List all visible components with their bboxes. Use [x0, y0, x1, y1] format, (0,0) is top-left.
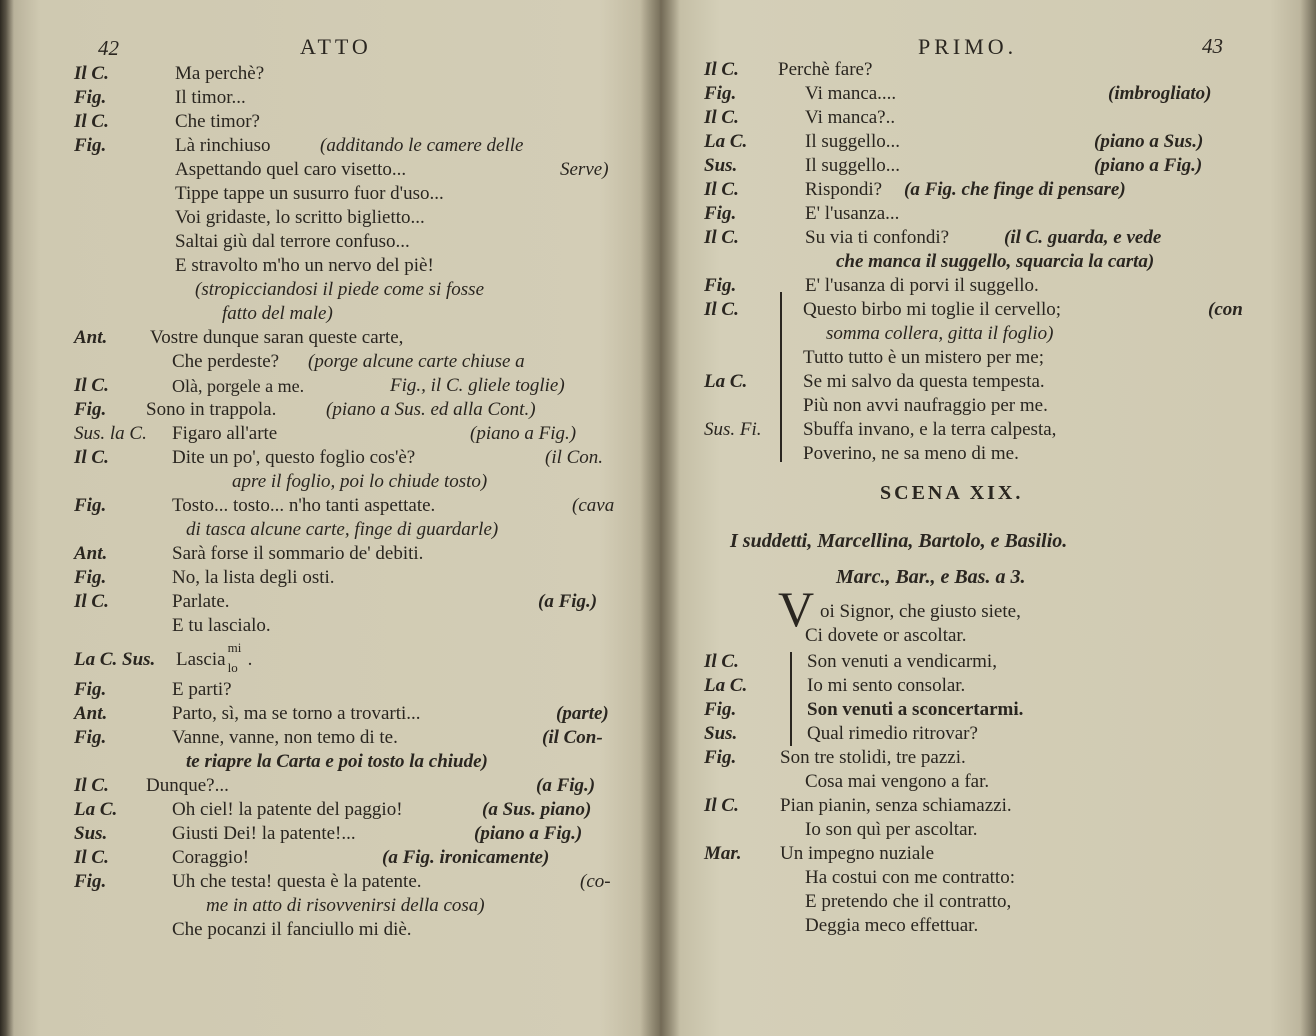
stage-direction: (a Fig. che finge di pensare): [904, 179, 1126, 200]
line-text: E stravolto m'ho un nervo del piè!: [175, 255, 434, 276]
line-text: Ma perchè?: [175, 63, 265, 84]
stage-direction: (a Fig.): [536, 775, 596, 796]
line-text: Sarà forse il sommario de' debiti.: [172, 543, 424, 564]
line-text: Vi manca....: [805, 83, 897, 104]
speaker: Fig.: [704, 747, 737, 768]
line-text-main: Lascia: [176, 649, 226, 670]
bracket: [790, 652, 792, 746]
speaker: Il C.: [74, 775, 109, 796]
running-header: ATTO: [300, 34, 372, 59]
line-text: oi Signor, che giusto siete,: [820, 601, 1021, 622]
line-text: Parto, sì, ma se torno a trovarti...: [172, 703, 421, 724]
speaker: Sus.: [704, 723, 738, 744]
line-text: Io son quì per ascoltar.: [805, 819, 978, 840]
line-text: Oh ciel! la patente del paggio!: [172, 799, 403, 820]
speaker: La C.: [704, 675, 748, 696]
speaker: Il C.: [74, 847, 109, 868]
stage-direction: (piano a Fig.): [470, 423, 577, 444]
speaker: La C.: [74, 799, 118, 820]
line-text: Perchè fare?: [778, 59, 873, 80]
line-text: Più non avvi naufraggio per me.: [803, 395, 1048, 416]
line-text: Su via ti confondi?: [805, 227, 950, 248]
line-text: Dunque?...: [146, 775, 229, 796]
stage-direction: (il C. guarda, e vede: [1004, 227, 1162, 248]
line-text: Dite un po', questo foglio cos'è?: [172, 447, 416, 468]
line-text: No, la lista degli osti.: [172, 567, 335, 588]
line-text: Che timor?: [175, 111, 260, 132]
speaker: Sus.: [704, 155, 738, 176]
speaker: Il C.: [74, 375, 109, 396]
speaker: Ant.: [74, 703, 108, 724]
line-text: Saltai giù dal terrore confuso...: [175, 231, 410, 252]
subscript: lo: [227, 660, 238, 675]
speaker: Ant.: [74, 327, 108, 348]
stage-direction: (con: [1208, 299, 1243, 320]
stage-direction: (a Fig.): [538, 591, 598, 612]
line-text: Tutto tutto è un mistero per me;: [803, 347, 1045, 368]
speaker: Fig.: [74, 727, 107, 748]
line-text: E tu lascialo.: [172, 615, 271, 636]
stage-direction: (piano a Sus. ed alla Cont.): [326, 399, 536, 420]
line-text: Vostre dunque saran queste carte,: [150, 327, 404, 348]
line-text: Aspettando quel caro visetto...: [175, 159, 407, 180]
scene-characters: I suddetti, Marcellina, Bartolo, e Basilio.: [730, 530, 1068, 552]
line-text: Vanne, vanne, non temo di te.: [172, 727, 398, 748]
stage-direction: (piano a Fig.): [1094, 155, 1203, 176]
line-text: [176, 640, 253, 675]
speaker: Sus. Fi.: [704, 419, 762, 440]
stage-direction: (a Sus. piano): [482, 799, 592, 820]
left-page: [0, 0, 650, 1036]
line-end: .: [247, 649, 253, 670]
line-text: Son venuti a vendicarmi,: [807, 651, 997, 672]
stage-direction: (porge alcune carte chiuse a: [308, 351, 525, 372]
line-text: Olà, porgele a me.: [172, 376, 305, 396]
line-text: Io mi sento consolar.: [807, 675, 966, 696]
speaker: Fig.: [74, 135, 107, 156]
speaker: Fig.: [74, 495, 107, 516]
line-text: Giusti Dei! la patente!...: [172, 823, 356, 844]
stage-direction: (co-: [580, 871, 611, 892]
speaker: Fig.: [74, 87, 107, 108]
line-text: Poverino, ne sa meno di me.: [803, 443, 1019, 464]
stage-direction: che manca il suggello, squarcia la carta): [836, 251, 1155, 272]
speaker: Sus. la C.: [74, 423, 147, 444]
speaker: Il C.: [74, 591, 109, 612]
stage-direction: (imbrogliato): [1108, 83, 1212, 104]
page-number: 42: [98, 36, 119, 60]
line-text: Ci dovete or ascoltar.: [805, 625, 967, 646]
line-text: E pretendo che il contratto,: [805, 891, 1012, 912]
stage-direction: (a Fig. ironicamente): [382, 847, 550, 868]
line-text: Là rinchiuso: [175, 135, 271, 156]
line-text: Voi gridaste, lo scritto biglietto...: [175, 207, 425, 228]
speaker: Fig.: [74, 871, 107, 892]
stage-direction: me in atto di risovvenirsi della cosa): [206, 895, 485, 916]
line-text: E' l'usanza...: [805, 203, 900, 224]
speaker: Il C.: [704, 59, 739, 80]
line-text: Tosto... tosto... n'ho tanti aspettate.: [172, 495, 436, 516]
speaker: La C.: [704, 131, 748, 152]
stage-direction: (il Con.: [545, 447, 604, 468]
line-text: Figaro all'arte: [172, 423, 278, 444]
stage-direction: (il Con-: [542, 727, 603, 748]
voices: Marc., Bar., e Bas. a 3.: [836, 566, 1026, 588]
stage-direction: di tasca alcune carte, finge di guardarle): [186, 519, 499, 540]
speaker: Il C.: [74, 111, 109, 132]
stage-direction: Serve): [560, 159, 609, 180]
line-text: Sono in trappola.: [146, 399, 277, 420]
speaker: Mar.: [704, 843, 742, 864]
speaker: Il C.: [704, 651, 739, 672]
speaker: Fig.: [74, 399, 107, 420]
speaker: Fig.: [74, 679, 107, 700]
speaker: Il C.: [704, 107, 739, 128]
stage-direction: somma collera, gitta il foglio): [826, 323, 1054, 344]
stage-direction: (stropicciandosi il piede come si fosse: [195, 279, 484, 300]
line-text: Che pocanzi il fanciullo mi diè.: [172, 919, 412, 940]
speaker: Fig.: [704, 83, 737, 104]
line-text: Deggia meco effettuar.: [805, 915, 979, 936]
speaker: Il C.: [704, 179, 739, 200]
line-text: Che perdeste?: [172, 351, 280, 372]
line-text: Son venuti a sconcertarmi.: [807, 699, 1024, 720]
line-text: Cosa mai vengono a far.: [805, 771, 990, 792]
line-text: Pian pianin, senza schiamazzi.: [780, 795, 1012, 816]
line-text: Sbuffa invano, e la terra calpesta,: [803, 419, 1057, 440]
stage-direction: (parte): [556, 703, 609, 724]
right-page: [660, 0, 1316, 1036]
line-text: Coraggio!: [172, 847, 250, 868]
stage-direction: fatto del male): [222, 303, 333, 324]
speaker: Fig.: [704, 203, 737, 224]
line-text: Questo birbo mi toglie il cervello;: [803, 299, 1062, 320]
scene-title: SCENA XIX.: [880, 482, 1024, 504]
line-text: Rispondi?: [805, 179, 883, 200]
line-text: Il suggello...: [805, 155, 900, 176]
bracket: [780, 292, 782, 462]
line-text: Vi manca?..: [805, 107, 896, 128]
speaker: Il C.: [74, 63, 109, 84]
speaker: La C.: [704, 371, 748, 392]
line-text: Un impegno nuziale: [780, 843, 935, 864]
line-text: Son tre stolidi, tre pazzi.: [780, 747, 966, 768]
speaker: Il C.: [704, 299, 739, 320]
running-header: PRIMO.: [918, 34, 1018, 59]
speaker: Il C.: [74, 447, 109, 468]
speaker: Fig.: [704, 699, 737, 720]
line-text: Ha costui con me contratto:: [805, 867, 1015, 888]
superscript: mi: [227, 640, 242, 655]
line-text: Parlate.: [172, 591, 230, 612]
stage-direction: (piano a Fig.): [474, 823, 583, 844]
stage-direction: Fig., il C. gliele toglie): [390, 375, 565, 396]
drop-cap: V: [778, 581, 815, 637]
speaker: Fig.: [74, 567, 107, 588]
line-text: Il timor...: [175, 87, 246, 108]
line-text: E parti?: [172, 679, 232, 700]
stage-direction: (additando le camere delle: [320, 135, 524, 156]
stage-direction: (piano a Sus.): [1094, 131, 1204, 152]
line-text: E' l'usanza di porvi il suggello.: [805, 275, 1039, 296]
line-text: Uh che testa! questa è la patente.: [172, 871, 422, 892]
stage-direction: apre il foglio, poi lo chiude tosto): [232, 471, 488, 492]
speaker: Il C.: [704, 795, 739, 816]
speaker: La C. Sus.: [74, 649, 156, 670]
page-number: 43: [1202, 34, 1223, 58]
line-text: Il suggello...: [805, 131, 900, 152]
stage-direction: (cava: [572, 495, 615, 516]
line-text: Se mi salvo da questa tempesta.: [803, 371, 1045, 392]
stage-direction: te riapre la Carta e poi tosto la chiude): [186, 751, 488, 772]
speaker: Il C.: [704, 227, 739, 248]
line-text: Qual rimedio ritrovar?: [807, 723, 978, 744]
speaker: Fig.: [704, 275, 737, 296]
speaker: Ant.: [74, 543, 108, 564]
speaker: Sus.: [74, 823, 108, 844]
line-text: Tippe tappe un susurro fuor d'uso...: [175, 183, 444, 204]
superscript-group: [226, 640, 248, 675]
